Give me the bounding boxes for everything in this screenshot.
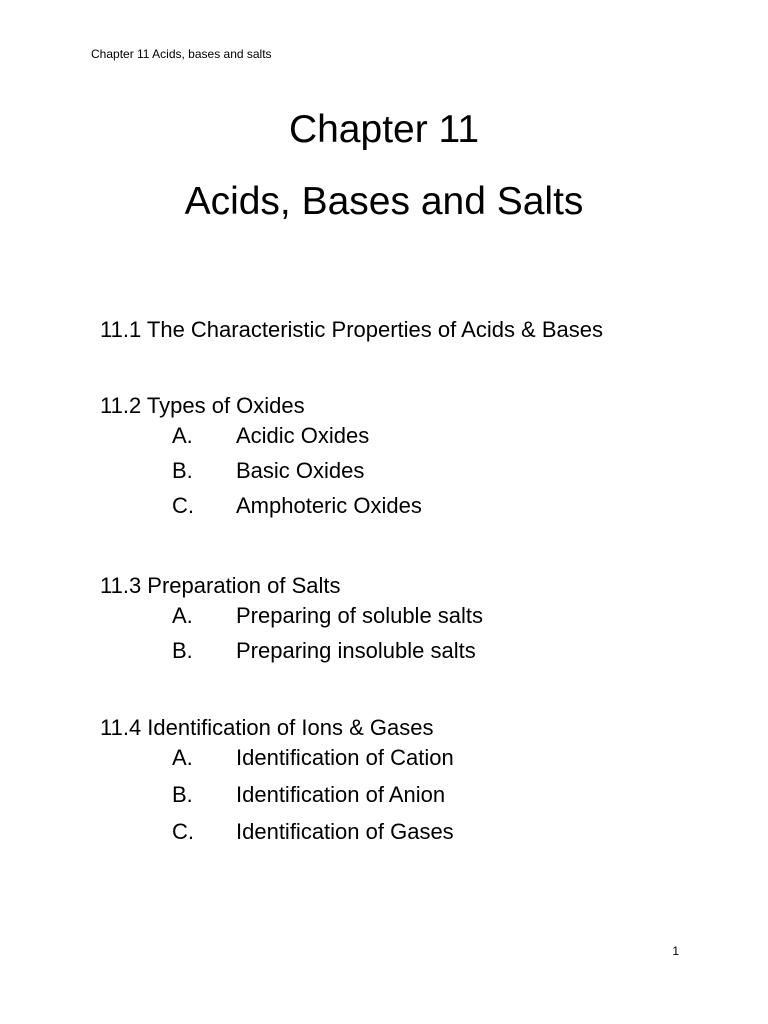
sub-item	[100, 817, 740, 854]
sub-item-letter: A.	[172, 603, 193, 628]
sub-item	[100, 491, 740, 526]
sub-item-letter: C.	[172, 493, 194, 518]
sub-item-text: Identification of Anion	[236, 782, 446, 807]
chapter-name-title: Acids, Bases and Salts	[184, 180, 584, 223]
sub-item-text: Acidic Oxides	[236, 423, 370, 448]
sub-item-text: Identification of Cation	[236, 745, 454, 770]
sub-item-letter: A.	[172, 745, 193, 770]
section-heading: 11.4 Identification of Ions & Gases	[100, 715, 434, 740]
page-number: 1	[672, 944, 679, 958]
section-11-4	[100, 713, 740, 854]
sub-item-text: Preparing insoluble salts	[236, 638, 476, 663]
chapter-number-title: Chapter 11	[288, 108, 480, 151]
sub-item-text: Identification of Gases	[236, 819, 454, 844]
section-11-2	[100, 391, 740, 526]
sub-item	[100, 780, 740, 817]
sub-item-letter: B.	[172, 782, 193, 807]
sub-item-letter: B.	[172, 638, 193, 663]
sub-item-letter: A.	[172, 423, 193, 448]
sub-item-letter: C.	[172, 819, 194, 844]
sub-item	[100, 601, 740, 636]
section-heading: 11.1 The Characteristic Properties of Acids & Bases	[100, 317, 603, 342]
sub-item	[100, 421, 740, 456]
sub-item-letter: B.	[172, 458, 193, 483]
running-header: Chapter 11 Acids, bases and salts	[91, 47, 272, 61]
sub-item	[100, 743, 740, 780]
sub-item-text: Amphoteric Oxides	[236, 493, 422, 518]
sub-item-text: Preparing of soluble salts	[236, 603, 484, 628]
section-heading: 11.3 Preparation of Salts	[100, 573, 341, 598]
section-11-1	[100, 315, 740, 345]
section-heading: 11.2 Types of Oxides	[100, 393, 305, 418]
sub-item	[100, 456, 740, 491]
sub-item	[100, 636, 740, 671]
section-11-3	[100, 571, 740, 671]
sub-item-text: Basic Oxides	[236, 458, 365, 483]
